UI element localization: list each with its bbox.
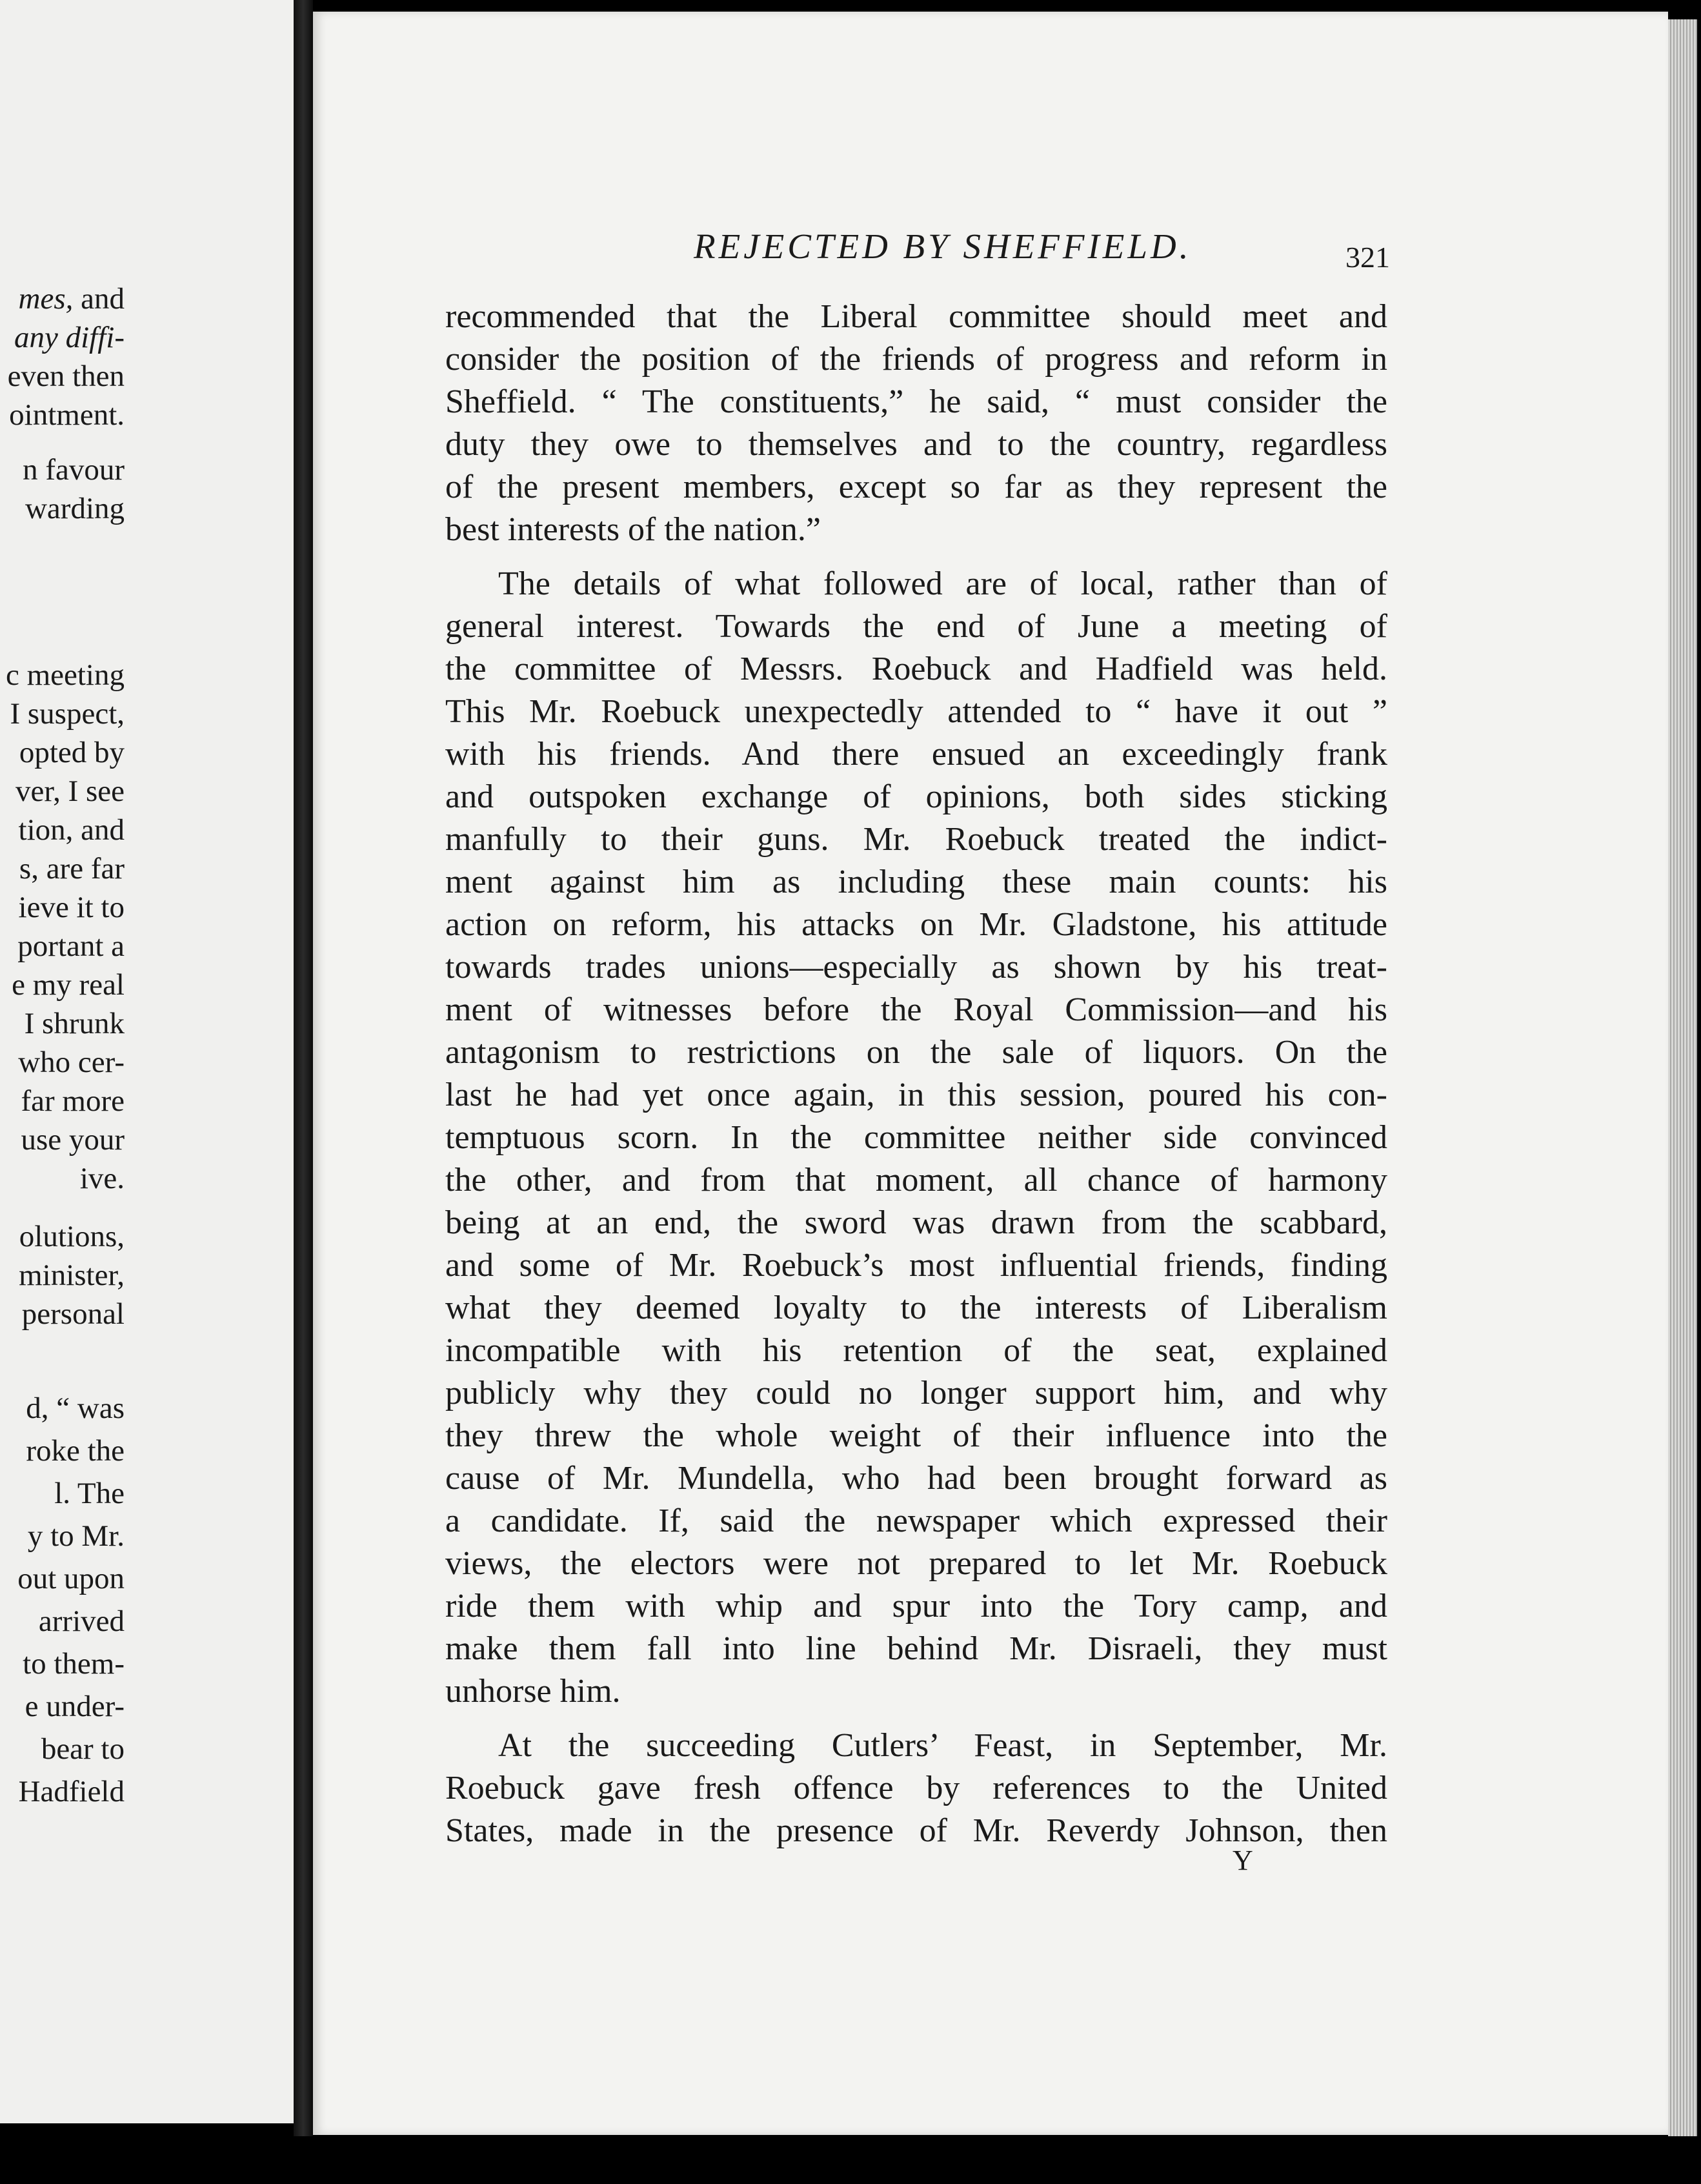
- left-line: personal: [21, 1297, 125, 1331]
- left-line: roke the: [26, 1434, 125, 1468]
- left-line: e under-: [25, 1690, 125, 1723]
- text-line: publicly why they could no longer support him, and why: [445, 1375, 1387, 1411]
- left-line: ointment.: [9, 398, 125, 432]
- text-line: States, made in the presence of Mr. Reverdy Johnson, then: [445, 1812, 1387, 1849]
- left-line: mes, and: [18, 282, 125, 316]
- text-line: recommended that the Liberal committee should meet and: [445, 298, 1387, 335]
- text-line: of the present members, except so far as they represent the: [445, 469, 1387, 505]
- running-head: REJECTED BY SHEFFIELD.: [694, 227, 1192, 266]
- left-line: I suspect,: [10, 697, 125, 731]
- scan-bottom-edge: [0, 2136, 1701, 2184]
- text-line: best interests of the nation.”: [445, 511, 821, 548]
- text-line: duty they owe to themselves and to the country, regardless: [445, 426, 1387, 463]
- text-line: towards trades unions—especially as shown by his treat-: [445, 949, 1387, 986]
- text-line: a candidate. If, said the newspaper which expressed their: [445, 1502, 1387, 1539]
- paragraph-gap: [445, 1713, 1387, 1724]
- left-line: n favour: [23, 453, 125, 487]
- book-gutter: [294, 0, 313, 2184]
- left-line: ieve it to: [18, 891, 125, 924]
- left-line: y to Mr.: [27, 1519, 125, 1553]
- left-line: c meeting: [5, 658, 125, 692]
- left-page-fragment: [0, 0, 297, 2123]
- text-line: Roebuck gave fresh offence by references to the United: [445, 1770, 1387, 1806]
- text-line: consider the position of the friends of progress and reform in: [445, 341, 1387, 378]
- text-line: cause of Mr. Mundella, who had been brought forward as: [445, 1460, 1387, 1497]
- left-line: tion, and: [18, 813, 125, 847]
- text-line: last he had yet once again, in this session, poured his con-: [445, 1077, 1387, 1113]
- left-line: ive.: [79, 1162, 125, 1195]
- text-line: and outspoken exchange of opinions, both sides sticking: [445, 778, 1387, 815]
- left-line: portant a: [17, 929, 125, 963]
- left-line: use your: [21, 1123, 125, 1157]
- left-line: who cer-: [18, 1046, 125, 1079]
- text-line: make them fall into line behind Mr. Disraeli, they must: [445, 1630, 1387, 1667]
- text-line: ment of witnesses before the Royal Commission—and his: [445, 991, 1387, 1028]
- left-line: s, are far: [19, 852, 125, 885]
- left-line: d, “ was: [26, 1391, 125, 1425]
- left-line: e my real: [12, 968, 125, 1002]
- text-line: they threw the whole weight of their influence into the: [445, 1417, 1387, 1454]
- text-line: unhorse him.: [445, 1673, 621, 1710]
- left-line: l. The: [54, 1477, 125, 1510]
- left-line: opted by: [19, 736, 125, 769]
- text-line: being at an end, the sword was drawn from the scabbard,: [445, 1204, 1387, 1241]
- text-line: and some of Mr. Roebuck’s most influential friends, finding: [445, 1247, 1387, 1284]
- text-line: ride them with whip and spur into the Tory camp, and: [445, 1588, 1387, 1624]
- text-line: manfully to their guns. Mr. Roebuck treated the indict-: [445, 821, 1387, 858]
- text-line: the other, and from that moment, all chance of harmony: [445, 1162, 1387, 1198]
- left-line: arrived: [38, 1604, 125, 1638]
- text-line: temptuous scorn. In the committee neither side convinced: [445, 1119, 1387, 1156]
- left-line: any diffi-: [14, 321, 125, 354]
- text-line: ment against him as including these main counts: his: [445, 864, 1387, 900]
- left-line: I shrunk: [24, 1007, 125, 1040]
- page-number: 321: [1345, 241, 1390, 274]
- text-line: The details of what followed are of local, rather than of: [498, 565, 1387, 602]
- left-line: even then: [7, 359, 125, 393]
- left-line: olutions,: [19, 1220, 125, 1253]
- left-line: Hadfield: [18, 1775, 125, 1808]
- signature-mark: Y: [1233, 1845, 1253, 1876]
- text-line: Sheffield. “ The constituents,” he said, “ must consider the: [445, 383, 1387, 420]
- text-line: antagonism to restrictions on the sale of liquors. On the: [445, 1034, 1387, 1071]
- text-line: general interest. Towards the end of June a meeting of: [445, 608, 1387, 645]
- paragraph-gap: [445, 551, 1387, 563]
- left-line: bear to: [41, 1732, 125, 1766]
- left-line: warding: [25, 492, 125, 525]
- left-line: ver, I see: [15, 774, 125, 808]
- text-line: At the succeeding Cutlers’ Feast, in September, Mr.: [498, 1727, 1387, 1764]
- left-line: out upon: [17, 1562, 125, 1595]
- left-line: to them-: [23, 1647, 125, 1681]
- text-line: incompatible with his retention of the seat, explained: [445, 1332, 1387, 1369]
- text-line: the committee of Messrs. Roebuck and Hadfield was held.: [445, 651, 1387, 687]
- text-line: This Mr. Roebuck unexpectedly attended to “ have it out ”: [445, 693, 1387, 730]
- body-text: [445, 296, 1387, 1852]
- page-edge-stack: [1668, 19, 1697, 2136]
- left-line-italic-part: mes,: [18, 282, 74, 316]
- text-line: action on reform, his attacks on Mr. Gladstone, his attitude: [445, 906, 1387, 943]
- text-line: views, the electors were not prepared to let Mr. Roebuck: [445, 1545, 1387, 1582]
- text-line: with his friends. And there ensued an exceedingly frank: [445, 736, 1387, 773]
- left-line: minister,: [19, 1259, 125, 1292]
- left-line: far more: [21, 1084, 125, 1118]
- text-line: what they deemed loyalty to the interests of Liberalism: [445, 1289, 1387, 1326]
